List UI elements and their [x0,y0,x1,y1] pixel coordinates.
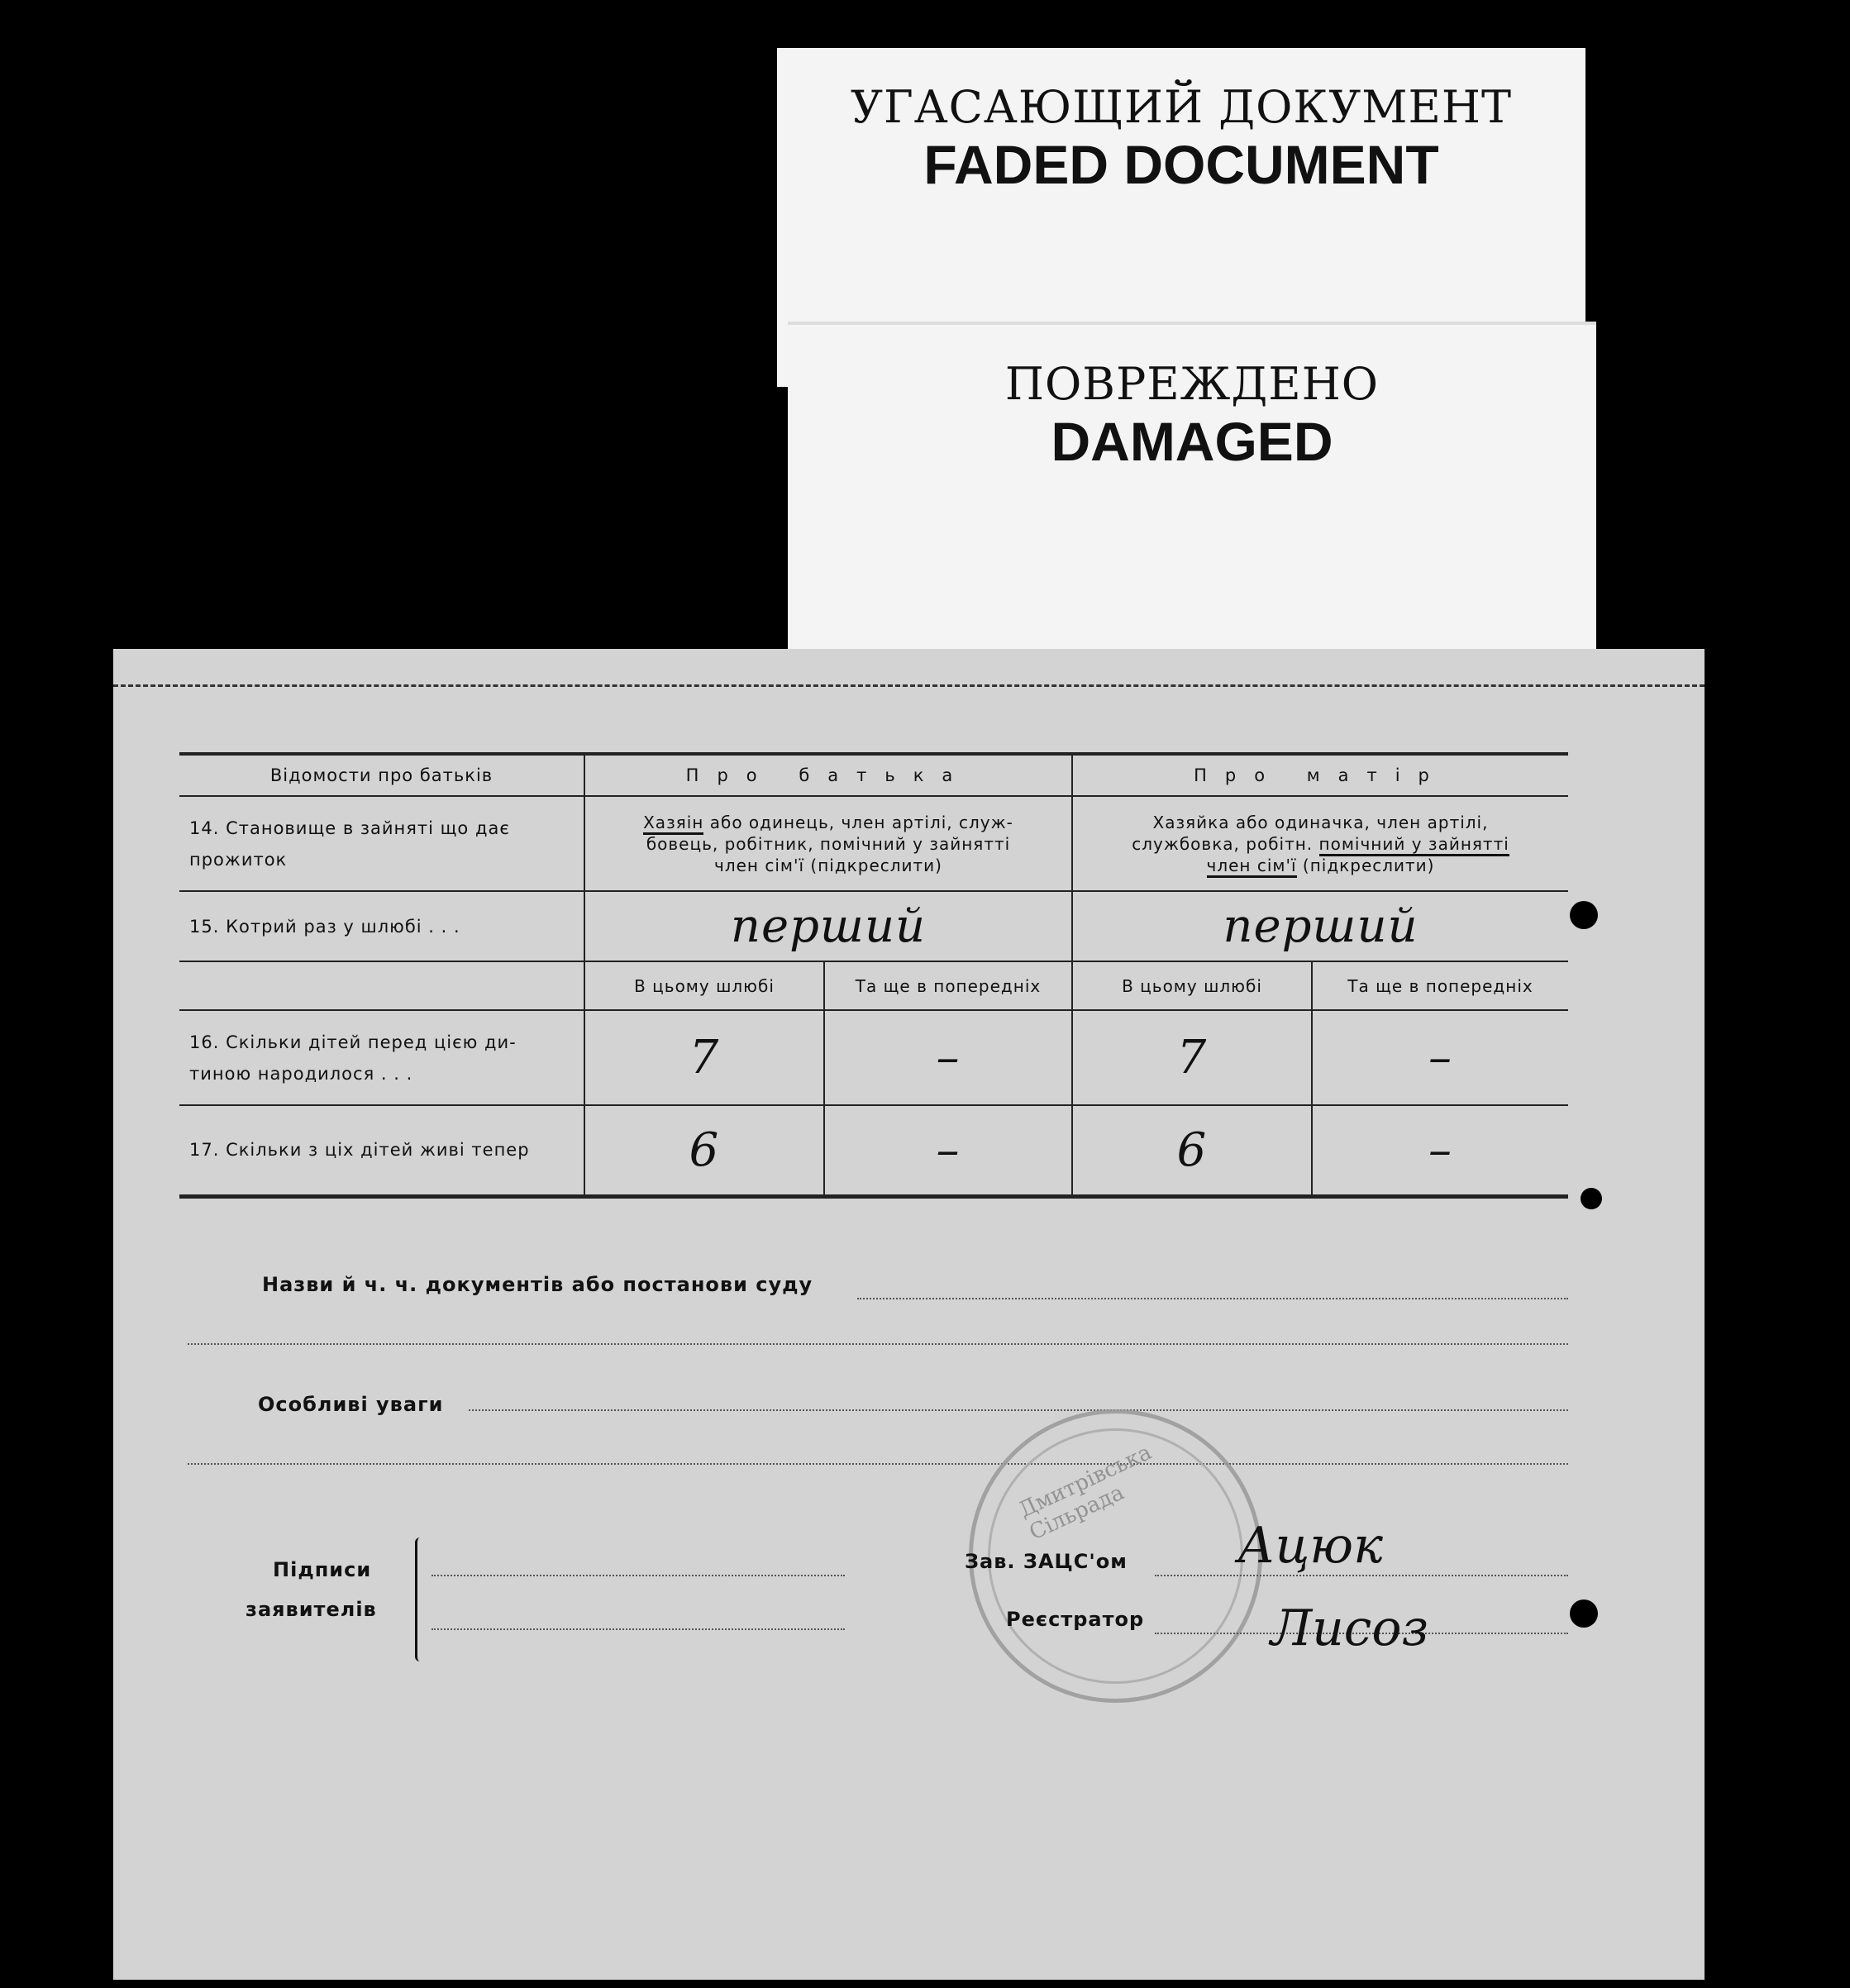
row14-label [179,796,584,891]
parents-info-table [179,752,1568,1199]
remarks-line-1 [469,1409,1568,1411]
row14-mother-line3b: (підкреслити) [1296,855,1435,875]
row15-father-value: перший [584,891,1072,961]
signatures-label-a: Підписи [273,1558,372,1581]
row14-father-rest: або одинець, член артілі, служ- [703,812,1013,832]
subheader-empty [179,961,584,1010]
head-signature: Ацюк [1237,1517,1383,1575]
remarks-label: Особливі уваги [258,1393,444,1416]
row16-label [179,1010,584,1105]
row14-father-line3: член сім'ї (підкреслити) [714,855,942,875]
row16-mother-this: 7 [1072,1010,1312,1105]
row14-label-b: прожиток [189,849,288,870]
row17-father-prev: – [824,1105,1072,1196]
row17-label: 17. Скільки з ціх дітей живі тепер [179,1105,584,1196]
row14-label-a: 14. Становище в зайняті що дає [189,818,510,838]
subheader-father-prev: Та ще в попередніх [824,961,1072,1010]
documents-label: Назви й ч. ч. документів або постанови суду [262,1273,813,1296]
faded-label-en: FADED DOCUMENT [923,134,1439,195]
row14-father-underlined: Хазяін [643,813,703,835]
row15-label: 15. Котрий раз у шлюбі . . . [179,891,584,961]
row16-label-a: 16. Скільки дітей перед цією ди- [189,1032,517,1052]
head-line [1155,1575,1568,1576]
row14-mother [1072,796,1568,891]
registrar-signature: Лисоз [1271,1599,1429,1657]
documents-line-2 [188,1343,1568,1345]
row-17 [179,1105,1568,1196]
subheader-mother-prev: Та ще в попередніх [1312,961,1568,1010]
punch-hole-1 [1570,901,1598,929]
signatures-label-b: заявителів [246,1598,377,1621]
subheader-father-this: В цьому шлюбі [584,961,824,1010]
documents-line-1 [857,1298,1568,1299]
registrar-label: Реєстратор [1006,1608,1145,1631]
row16-label-b: тиною народилося . . . [189,1063,413,1084]
row14-father [584,796,1072,891]
stamp-text: Дмитрівська Сільрада [1015,1439,1156,1546]
subheader-mother-this: В цьому шлюбі [1072,961,1312,1010]
document-sheet [113,649,1705,1980]
subheader-row [179,961,1568,1010]
row14-mother-line3a: член сім'ї [1207,856,1297,878]
damaged-label-ru: ПОВРЕЖДЕНО [1004,358,1380,410]
row17-mother-prev: – [1312,1105,1568,1196]
row17-mother-this: 6 [1072,1105,1312,1196]
row-15 [179,891,1568,961]
punch-hole-3 [1581,1188,1602,1209]
row-16 [179,1010,1568,1105]
row-14 [179,796,1568,891]
remarks-line-2 [188,1463,1568,1465]
head-label: Зав. ЗАЦС'ом [965,1550,1128,1573]
faded-label-ru: УГАСАЮЩИЙ ДОКУМЕНТ [850,81,1513,133]
row14-mother-line2a: службовка, робітн. [1132,833,1319,854]
row14-mother-line2b: помічний у зайнятті [1319,834,1509,856]
damaged-label-en: DAMAGED [1051,411,1333,472]
signatures-bracket [415,1537,427,1661]
header-info: Відомости про батьків [179,754,584,796]
row15-mother-value: перший [1072,891,1568,961]
header-father: Про батька [584,754,1072,796]
row16-father-this: 7 [584,1010,824,1105]
row17-father-this: 6 [584,1105,824,1196]
row14-father-line2: бовець, робітник, помічний у зайнятті [646,833,1011,854]
header-mother: Про матір [1072,754,1568,796]
signature-line-2 [432,1628,845,1630]
row14-mother-line1: Хазяйка або одиначка, член артілі, [1152,812,1489,832]
damaged-label [788,325,1596,656]
table-header-row [179,754,1568,796]
punch-hole-2 [1570,1599,1598,1628]
signature-line-1 [432,1575,845,1576]
perforation-line [113,684,1705,687]
row16-father-prev: – [824,1010,1072,1105]
row16-mother-prev: – [1312,1010,1568,1105]
